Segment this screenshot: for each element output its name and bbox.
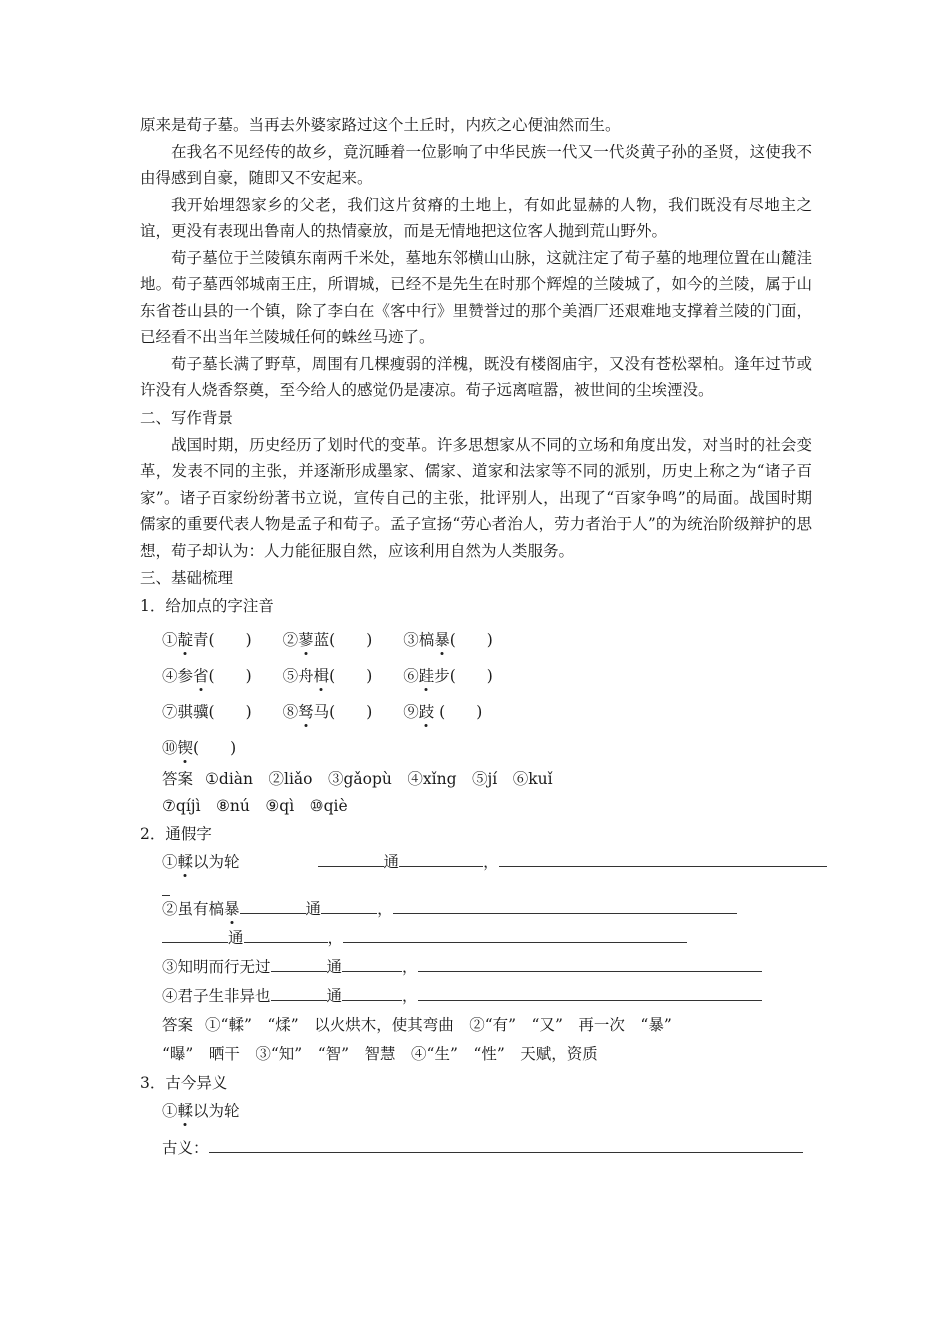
pinyin-item: ⑦骐骥( ) xyxy=(162,703,252,721)
blank-field[interactable] xyxy=(418,953,762,972)
pinyin-items xyxy=(162,622,812,766)
pinyin-item: ⑩锲( ) xyxy=(162,739,237,757)
blank-field[interactable] xyxy=(499,848,827,867)
q2-item: ④君子生非异也 通 ， xyxy=(162,982,812,1011)
ancient-label: 古义： xyxy=(162,1139,209,1157)
answer-text: “曝” 晒干 ③“知” “智” 智慧 ④“生” “性” 天赋，资质 xyxy=(162,1045,598,1063)
q2-item-wrap xyxy=(162,877,812,895)
answer-text: ①“輮” “煣” 以火烘木，使其弯曲 ②“有” “又” 再一次 “暴” xyxy=(205,1016,672,1034)
pinyin-row xyxy=(162,694,812,730)
blank-field[interactable] xyxy=(162,877,170,896)
pinyin-item: ④参省( ) xyxy=(162,667,252,685)
q2-item: ②虽有槁暴 通 ， xyxy=(162,895,812,924)
q2-item: ①輮以为轮 通 ， xyxy=(162,848,812,877)
blank-field[interactable] xyxy=(399,848,483,867)
answer-label: 答案 xyxy=(162,770,194,788)
pinyin-item: ⑥跬步( ) xyxy=(403,667,493,685)
blank-field[interactable] xyxy=(321,895,377,914)
paragraph-5: 荀子墓长满了野草，周围有几棵瘦弱的洋槐，既没有楼阁庙宇，又没有苍松翠柏。逢年过节或许没有人烧香祭奠，至今给人的感觉仍是凄凉。荀子远离喧嚣，被世间的尘埃湮没。 xyxy=(140,354,812,399)
document-page xyxy=(140,112,812,1163)
blank-field[interactable] xyxy=(162,924,228,943)
blank-field[interactable] xyxy=(240,895,306,914)
blank-field[interactable] xyxy=(393,895,737,914)
pinyin-row xyxy=(162,658,812,694)
blank-field[interactable] xyxy=(209,1134,803,1153)
pinyin-item: ⑤舟楫( ) xyxy=(282,667,373,685)
q3-title: 3．古今异义 xyxy=(140,1074,228,1092)
blank-field[interactable] xyxy=(244,924,328,943)
blank-field[interactable] xyxy=(271,953,327,972)
blank-field[interactable] xyxy=(343,924,687,943)
pinyin-row xyxy=(162,622,812,658)
section-2-text: 战国时期，历史经历了划时代的变革。许多思想家从不同的立场和角度出发，对当时的社会变革，发表不同的主张，并逐渐形成墨家、儒家、道家和法家等不同的派别，历史上称之为“诸子百家”。诸子百家纷纷著书立说，宣传自己的主张，批评别人，出现了“百家争鸣”的局面。战国时期儒家的重要代表人物是孟子和荀子。孟子宣扬“劳心者治人，劳力者治于人”的为统治阶级辩护的思想，荀子却认为：人力能征服自然，应该利用自然为人类服务。 xyxy=(140,435,812,560)
q2-title: 2．通假字 xyxy=(140,825,212,843)
section-3-heading: 三、基础梳理 xyxy=(140,569,234,587)
q1-answer xyxy=(162,766,812,820)
q3-item: ①輮以为轮 xyxy=(162,1102,240,1120)
answer-text: ⑦qíjì ⑧nú ⑨qì ⑩qiè xyxy=(162,797,348,815)
pinyin-item: ①靛青( ) xyxy=(162,631,252,649)
q3-ancient xyxy=(162,1134,812,1163)
pinyin-item: ⑨跂 ( ) xyxy=(403,703,483,721)
blank-field[interactable] xyxy=(271,982,327,1001)
blank-field[interactable] xyxy=(342,953,402,972)
answer-label: 答案 xyxy=(162,1016,194,1034)
pinyin-item: ③槁暴( ) xyxy=(403,631,493,649)
blank-field[interactable] xyxy=(418,982,762,1001)
blank-field[interactable] xyxy=(318,848,384,867)
section-2-heading: 二、写作背景 xyxy=(140,408,234,427)
pinyin-item: ②蓼蓝( ) xyxy=(282,631,373,649)
q2-answer xyxy=(162,1011,812,1069)
paragraph-2: 在我名不见经传的故乡，竟沉睡着一位影响了中华民族一代又一代炎黄子孙的圣贤，这使我不由得感到自豪，随即又不安起来。 xyxy=(140,142,812,187)
q2-item-cont: 通 ， xyxy=(162,924,812,953)
paragraph-4: 荀子墓位于兰陵镇东南两千米处，墓地东邻横山山脉，这就注定了荀子墓的地理位置在山麓洼地。荀子墓西邻城南王庄，所谓城，已经不是先生在时那个辉煌的兰陵城了，如今的兰陵，属于山东省苍山县的一个镇，除了李白在《客中行》里赞誉过的那个美酒厂还艰难地支撑着兰陵的门面，已经看不出当年兰陵城任何的蛛丝马迹了。 xyxy=(140,248,812,346)
paragraph-3: 我开始埋怨家乡的父老，我们这片贫瘠的土地上，有如此显赫的人物，我们既没有尽地主之谊，更没有表现出鲁南人的热情豪放，而是无情地把这位客人抛到荒山野外。 xyxy=(140,195,812,240)
q2-item: ③知明而行无过 通 ， xyxy=(162,953,812,982)
pinyin-item: ⑧驽马( ) xyxy=(282,703,373,721)
paragraph-1: 原来是荀子墓。当再去外婆家路过这个土丘时，内疚之心便油然而生。 xyxy=(140,116,621,134)
blank-field[interactable] xyxy=(342,982,402,1001)
answer-text: ①diàn ②liǎo ③gǎopù ④xǐng ⑤jí ⑥kuǐ xyxy=(205,770,553,788)
pinyin-row xyxy=(162,730,812,766)
q1-title: 1．给加点的字注音 xyxy=(140,597,274,615)
